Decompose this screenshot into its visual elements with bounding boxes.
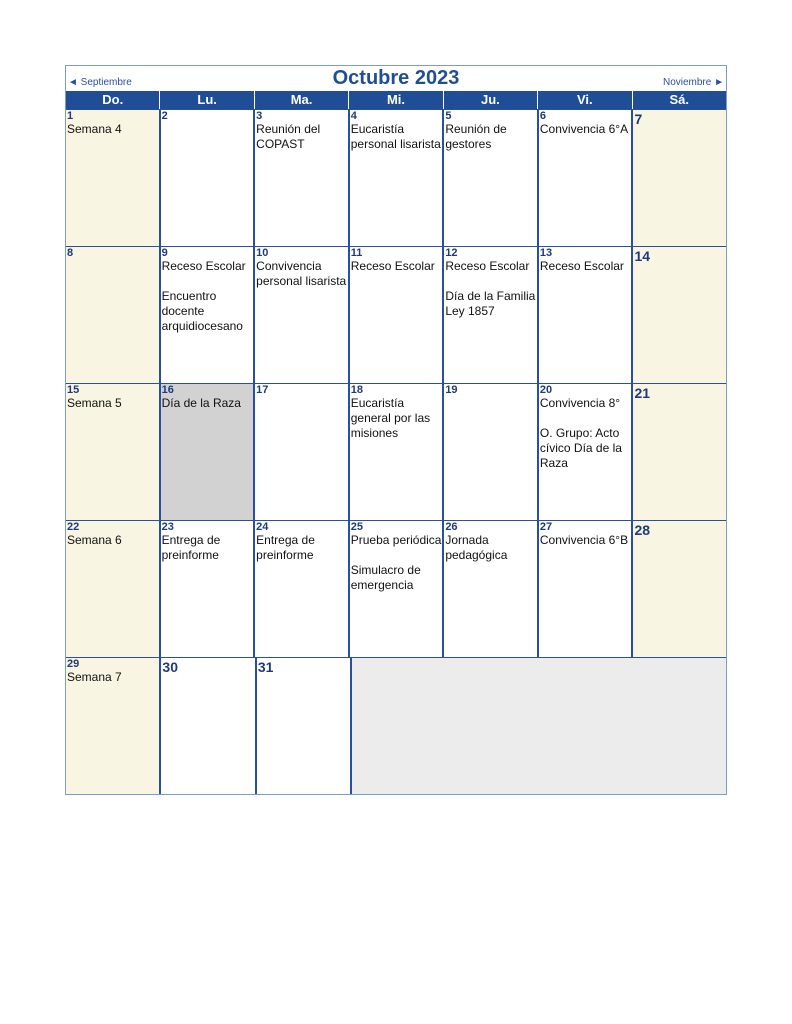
day-cell[interactable] [255,247,350,383]
day-number: 24 [256,521,269,533]
weekday-saturday: Sá. [669,92,689,107]
calendar-grid [66,109,726,794]
day-number: 2 [161,110,168,122]
day-cell[interactable] [257,658,352,794]
day-number: 5 [445,110,452,122]
day-cell[interactable] [66,521,161,657]
day-number: 18 [350,384,363,396]
month-title: Octubre 2023 [332,67,460,89]
day-number: 29 [67,658,80,670]
day-cell[interactable] [350,384,445,520]
day-event: Entrega de preinforme [256,533,315,562]
day-cell[interactable] [161,384,256,520]
day-event: Eucaristía personal lisarista [350,122,441,151]
day-number: 30 [162,659,178,675]
day-number: 3 [256,110,263,122]
day-number: 22 [67,521,80,533]
day-event: Simulacro de emergencia [350,563,421,592]
day-event: Convivencia 6°B [539,533,629,547]
day-number: 14 [634,248,651,264]
day-event: Convivencia 6°A [539,122,629,136]
day-cell[interactable] [66,247,161,383]
calendar-week [66,520,726,657]
day-event: Receso Escolar [445,259,530,273]
day-number: 1 [67,110,74,122]
calendar-week [66,383,726,520]
day-cell[interactable] [350,521,445,657]
day-cell[interactable] [350,247,445,383]
day-cell[interactable] [444,110,539,246]
day-number: 7 [634,111,643,127]
day-cell[interactable] [539,247,634,383]
day-cell[interactable] [444,521,539,657]
day-number: 20 [539,384,553,396]
day-number: 9 [161,247,168,259]
day-cell[interactable] [255,110,350,246]
day-cell[interactable] [539,384,634,520]
day-cell[interactable] [66,658,161,794]
day-event: Semana 5 [67,396,122,410]
day-number: 12 [445,247,458,259]
day-number: 21 [634,385,651,401]
day-number: 6 [539,110,547,122]
calendar-week [66,246,726,383]
calendar-week [66,109,726,246]
day-event: O. Grupo: Acto cívico Día de la Raza [539,426,622,470]
day-cell[interactable] [539,110,634,246]
day-event: Semana 6 [67,533,122,547]
day-event: Receso Escolar [350,259,435,273]
weekday-wednesday: Mi. [349,91,443,109]
day-cell[interactable] [633,247,726,383]
day-number: 15 [67,384,80,396]
weekday-monday: Lu. [160,91,254,109]
day-cell[interactable] [161,247,256,383]
empty-days-area [352,658,726,794]
day-number: 17 [256,384,269,396]
day-number: 16 [161,384,174,396]
calendar [65,65,727,795]
day-event: Reunión del COPAST [256,122,321,151]
day-cell[interactable] [444,247,539,383]
day-cell[interactable] [161,658,256,794]
day-event: Día de la Raza [161,396,241,410]
day-cell[interactable] [633,384,726,520]
day-number: 27 [539,521,553,533]
day-cell[interactable] [444,384,539,520]
prev-month-link[interactable]: ◄ Septiembre [68,77,132,88]
day-number: 31 [257,659,274,675]
day-event: Semana 4 [67,122,122,136]
calendar-header [66,66,726,91]
day-event: Entrega de preinforme [161,533,221,562]
day-event: Receso Escolar [539,259,624,273]
day-number: 23 [161,521,174,533]
day-number: 28 [634,522,651,538]
day-event: Día de la Familia Ley 1857 [445,289,536,318]
day-cell[interactable] [161,110,256,246]
day-cell[interactable] [255,384,350,520]
day-cell[interactable] [633,521,726,657]
day-event: Receso Escolar [161,259,246,273]
day-cell[interactable] [255,521,350,657]
day-number: 26 [445,521,458,533]
day-event: Eucaristía general por las misiones [350,396,431,440]
weekday-friday: Vi. [538,91,632,109]
day-number: 11 [350,247,363,259]
day-event: Convivencia personal lisarista [256,259,347,288]
day-number: 19 [445,384,458,396]
weekday-thursday: Ju. [444,91,538,109]
day-cell[interactable] [633,110,726,246]
calendar-week [66,657,726,794]
weekday-tuesday: Ma. [255,91,349,109]
day-event: Reunión de gestores [445,122,507,151]
day-event: Jornada pedagógica [445,533,508,562]
day-number: 4 [350,110,357,122]
day-event: Convivencia 8° [539,396,621,410]
weekday-sunday: Do. [66,91,160,109]
day-cell[interactable] [66,384,161,520]
day-number: 8 [67,247,74,259]
next-month-link[interactable]: Noviembre ► [662,77,724,88]
day-number: 25 [350,521,363,533]
weekday-header-row [66,91,726,109]
day-number: 10 [256,247,269,259]
day-cell[interactable] [350,110,445,246]
day-cell[interactable] [66,110,161,246]
day-event: Prueba periódica [350,533,442,547]
day-number: 13 [539,247,553,259]
day-event: Semana 7 [67,670,122,684]
day-cell[interactable] [161,521,256,657]
day-event: Encuentro docente arquidiocesano [161,289,243,333]
day-cell[interactable] [539,521,634,657]
